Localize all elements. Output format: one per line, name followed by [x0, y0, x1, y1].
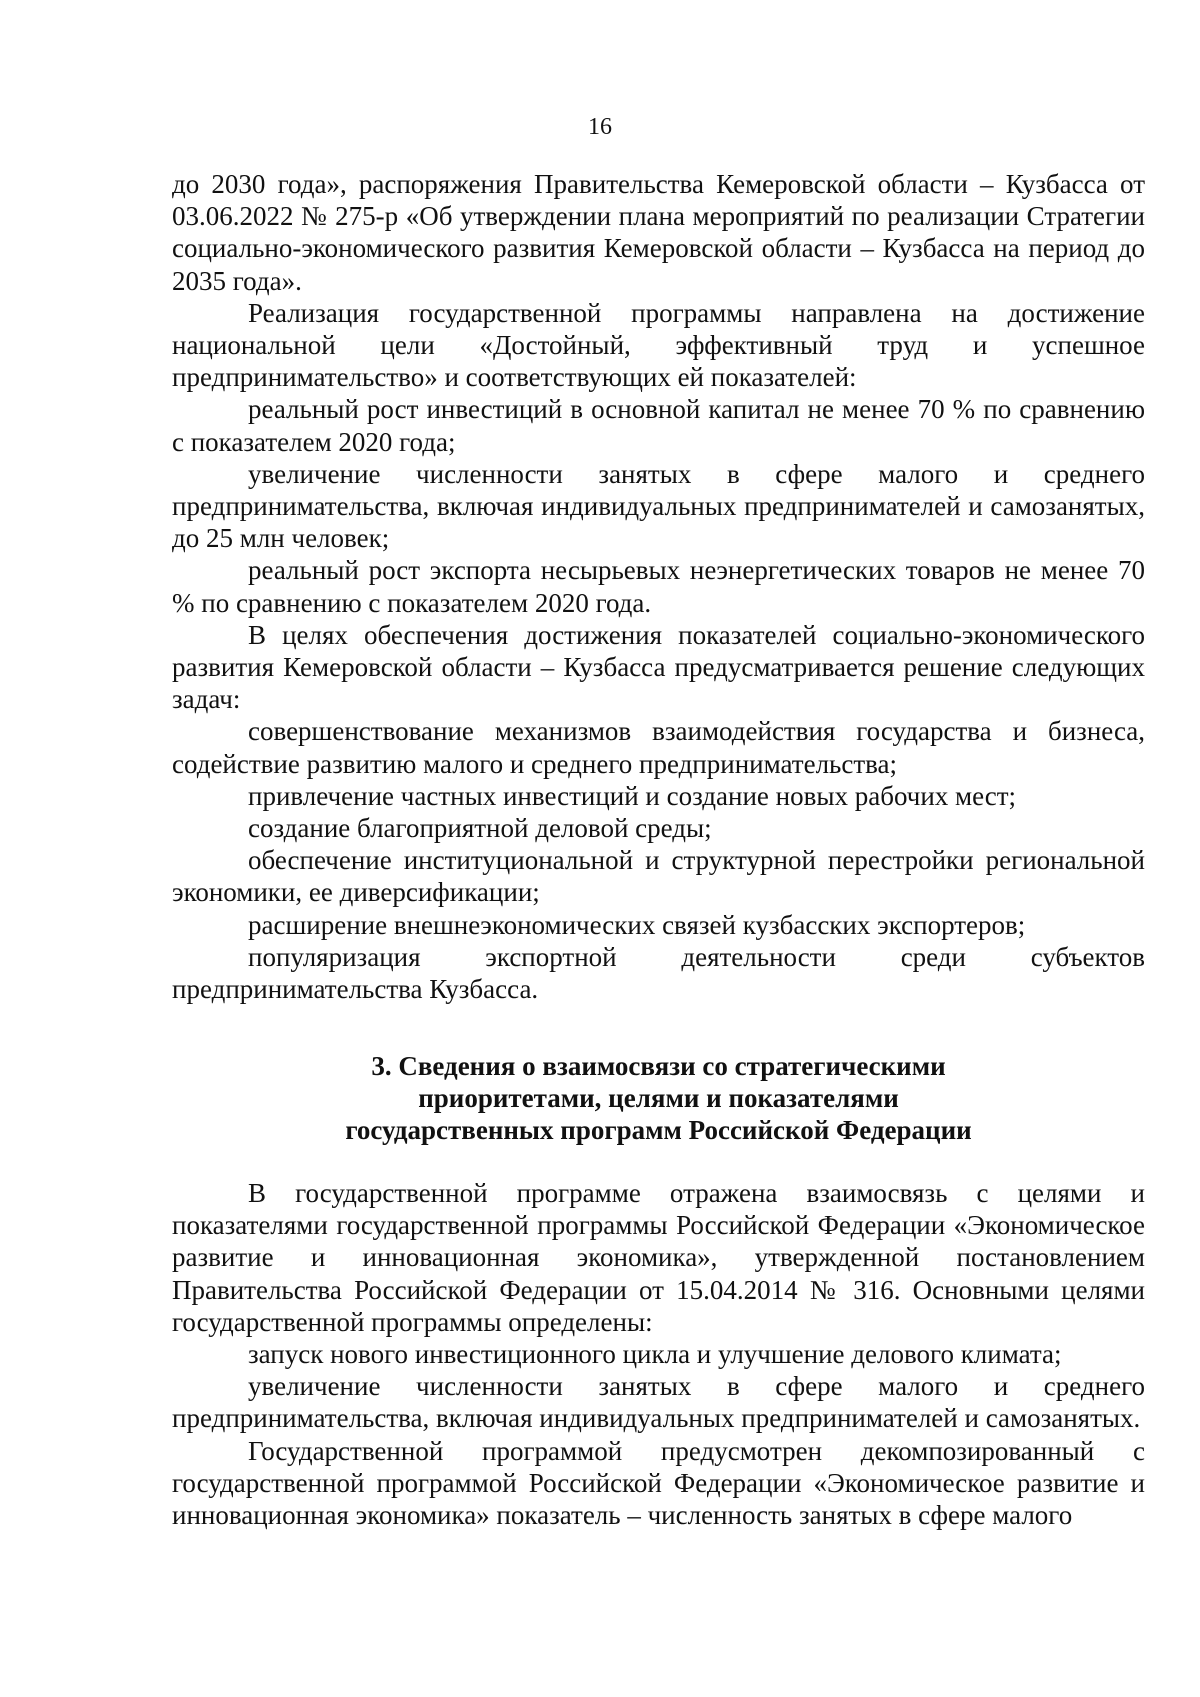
list-item: совершенствование механизмов взаимодействия государства и бизнеса, содействие развитию малого и среднего предпринимательства;	[172, 716, 1145, 779]
page-number: 16	[588, 114, 612, 140]
list-item: обеспечение институциональной и структурной перестройки региональной экономики, ее диверсификации;	[172, 845, 1145, 908]
section-heading-line: приоритетами, целями и показателями	[418, 1083, 899, 1114]
list-item: реальный рост инвестиций в основной капитал не менее 70 % по сравнению с показателем 2020 года;	[172, 394, 1145, 457]
paragraph: Государственной программой предусмотрен декомпозированный с государственной программой Российской Федерации «Экономическое развитие и инновационная экономика» показатель – численность занятых в сфере малого	[172, 1435, 1145, 1531]
list-item: увеличение численности занятых в сфере малого и среднего предпринимательства, включая индивидуальных предпринимателей и самозанятых.	[172, 1371, 1145, 1434]
text-block-before-heading	[172, 168, 1145, 1005]
list-item: реальный рост экспорта несырьевых неэнергетических товаров не менее 70 % по сравнению с показателем 2020 года.	[172, 555, 1145, 618]
section-heading	[172, 1050, 1145, 1147]
list-item: создание благоприятной деловой среды;	[248, 813, 712, 844]
text-block-after-heading	[172, 1177, 1145, 1531]
paragraph: В государственной программе отражена взаимосвязь с целями и показателями государственной программы Российской Федерации «Экономическое развитие и инновационная экономика», утвержденной постановлением Правительства Российской Федерации от 15.04.2014 № 316. Основными целями государственной программы определены:	[172, 1178, 1145, 1337]
paragraph: Реализация государственной программы направлена на достижение национальной цели «Достойный, эффективный труд и успешное предпринимательство» и соответствующих ей показателей:	[172, 297, 1145, 393]
list-item: расширение внешнеэкономических связей кузбасских экспортеров;	[248, 909, 1026, 940]
section-heading-line: 3. Сведения о взаимосвязи со стратегическими	[371, 1051, 946, 1081]
list-item: привлечение частных инвестиций и создание новых рабочих мест;	[248, 780, 1017, 811]
paragraph: до 2030 года», распоряжения Правительства Кемеровской области – Кузбасса от 03.06.2022 № 275-р «Об утверждении плана мероприятий по реализации Стратегии социально-экономического развития Кемеровской области – Кузбасса на период до 2035 года».	[172, 169, 1145, 296]
list-item: популяризация экспортной деятельности среди субъектов предпринимательства Кузбасса.	[172, 941, 1145, 1005]
list-item: увеличение численности занятых в сфере малого и среднего предпринимательства, включая индивидуальных предпринимателей и самозанятых, до 25 млн человек;	[172, 458, 1145, 554]
list-item: запуск нового инвестиционного цикла и улучшение делового климата;	[248, 1339, 1062, 1370]
paragraph: В целях обеспечения достижения показателей социально-экономического развития Кемеровской области – Кузбасса предусматривается решение следующих задач:	[172, 619, 1145, 715]
section-heading-line: государственных программ Российской Федерации	[345, 1115, 972, 1146]
